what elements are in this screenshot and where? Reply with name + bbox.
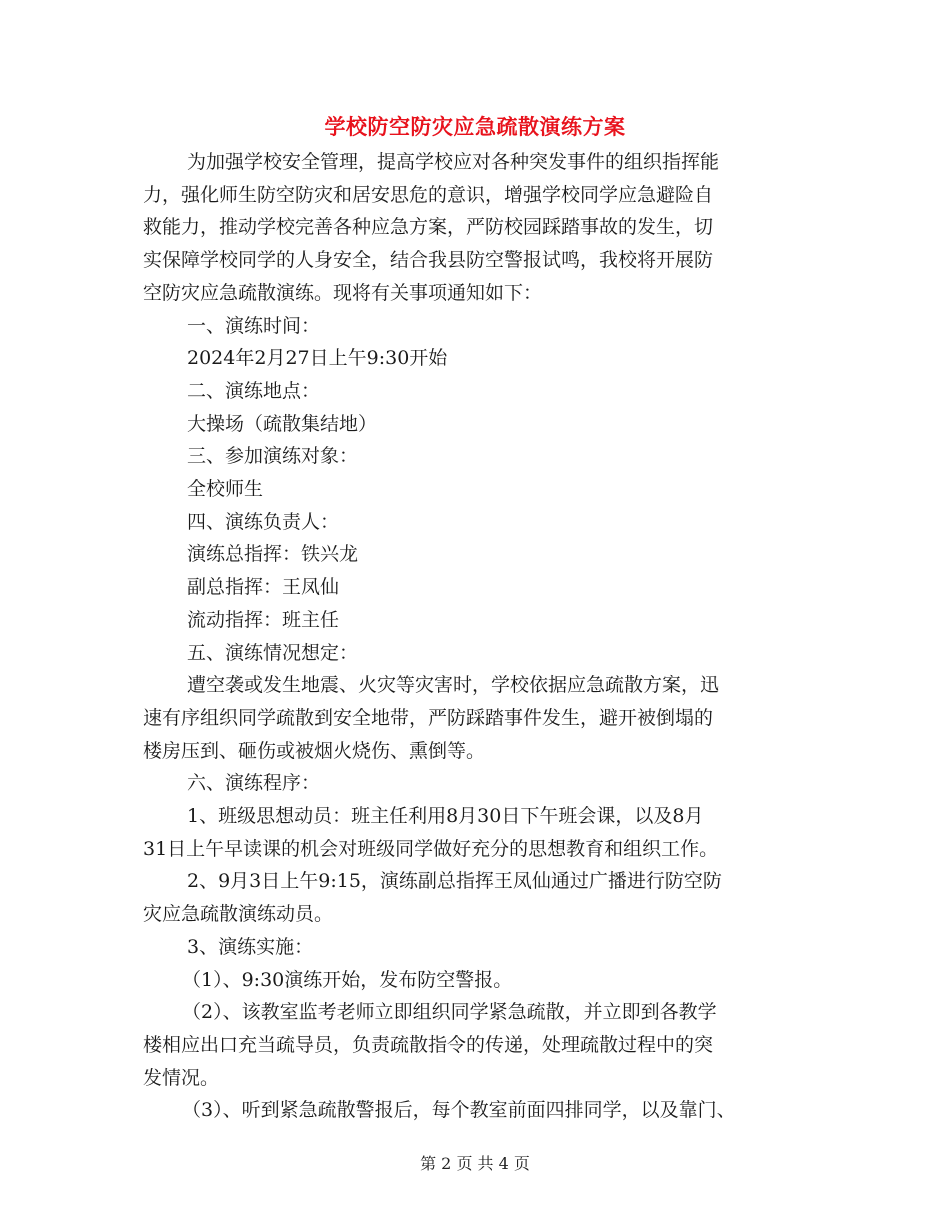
- paragraph-line: 3、演练实施：: [187, 935, 314, 958]
- section-heading: 五、演练情况想定：: [187, 641, 359, 664]
- paragraph-line: 遭空袭或发生地震、火灾等灾害时，学校依据应急疏散方案，迅: [187, 674, 720, 697]
- paragraph-line: 速有序组织同学疏散到安全地带，严防踩踏事件发生，避开被倒塌的: [143, 706, 714, 729]
- section-heading: 四、演练负责人：: [187, 510, 340, 533]
- document-title: 学校防空防灾应急疏散演练方案: [324, 114, 626, 139]
- paragraph-line: 副总指挥：王凤仙: [187, 576, 340, 599]
- paragraph-line: （1）、9:30演练开始，发布防空警报。: [182, 968, 513, 991]
- section-heading: 六、演练程序：: [187, 772, 321, 795]
- paragraph-line: 大操场（疏散集结地）: [187, 412, 378, 435]
- paragraph-line: 楼相应出口充当疏导员，负责疏散指令的传递，处理疏散过程中的突: [143, 1033, 714, 1056]
- paragraph-line: 力，强化师生防空防灾和居安思危的意识，增强学校同学应急避险自: [143, 183, 714, 206]
- paragraph-line: 1、班级思想动员：班主任利用8月30日下午班会课，以及8月: [187, 805, 704, 828]
- paragraph-line: （2）、该教室监考老师立即组织同学紧急疏散，并立即到各教学: [182, 1001, 717, 1024]
- paragraph-line: 空防灾应急疏散演练。现将有关事项通知如下：: [143, 281, 543, 304]
- paragraph-line: 救能力，推动学校完善各种应急方案，严防校园踩踏事故的发生，切: [143, 216, 714, 239]
- paragraph-line: 发情况。: [143, 1066, 220, 1089]
- paragraph-line: 流动指挥：班主任: [187, 608, 340, 631]
- document-body: [143, 146, 813, 1127]
- paragraph-line: 2、9月3日上午9:15，演练副总指挥王凤仙通过广播进行防空防: [187, 870, 722, 893]
- paragraph-line: 全校师生: [187, 478, 264, 501]
- paragraph-line: 31日上午早读课的机会对班级同学做好充分的思想教育和组织工作。: [143, 837, 719, 860]
- paragraph-line: （3）、听到紧急疏散警报后，每个教室前面四排同学，以及靠门、: [182, 1099, 736, 1122]
- paragraph-line: 灾应急疏散演练动员。: [143, 903, 334, 926]
- paragraph-line: 楼房压到、砸伤或被烟火烧伤、熏倒等。: [143, 739, 486, 762]
- paragraph-line: 演练总指挥：铁兴龙: [187, 543, 359, 566]
- section-heading: 三、参加演练对象：: [187, 445, 359, 468]
- section-heading: 二、演练地点：: [187, 379, 321, 402]
- page-footer: 第 2 页 共 4 页: [420, 1154, 530, 1173]
- section-heading: 一、演练时间：: [187, 314, 321, 337]
- paragraph-line: 实保障学校同学的人身安全，结合我县防空警报试鸣，我校将开展防: [143, 249, 714, 272]
- paragraph-line: 2024年2月27日上午9:30开始: [187, 347, 448, 370]
- paragraph-line: 为加强学校安全管理，提高学校应对各种突发事件的组织指挥能: [187, 151, 720, 173]
